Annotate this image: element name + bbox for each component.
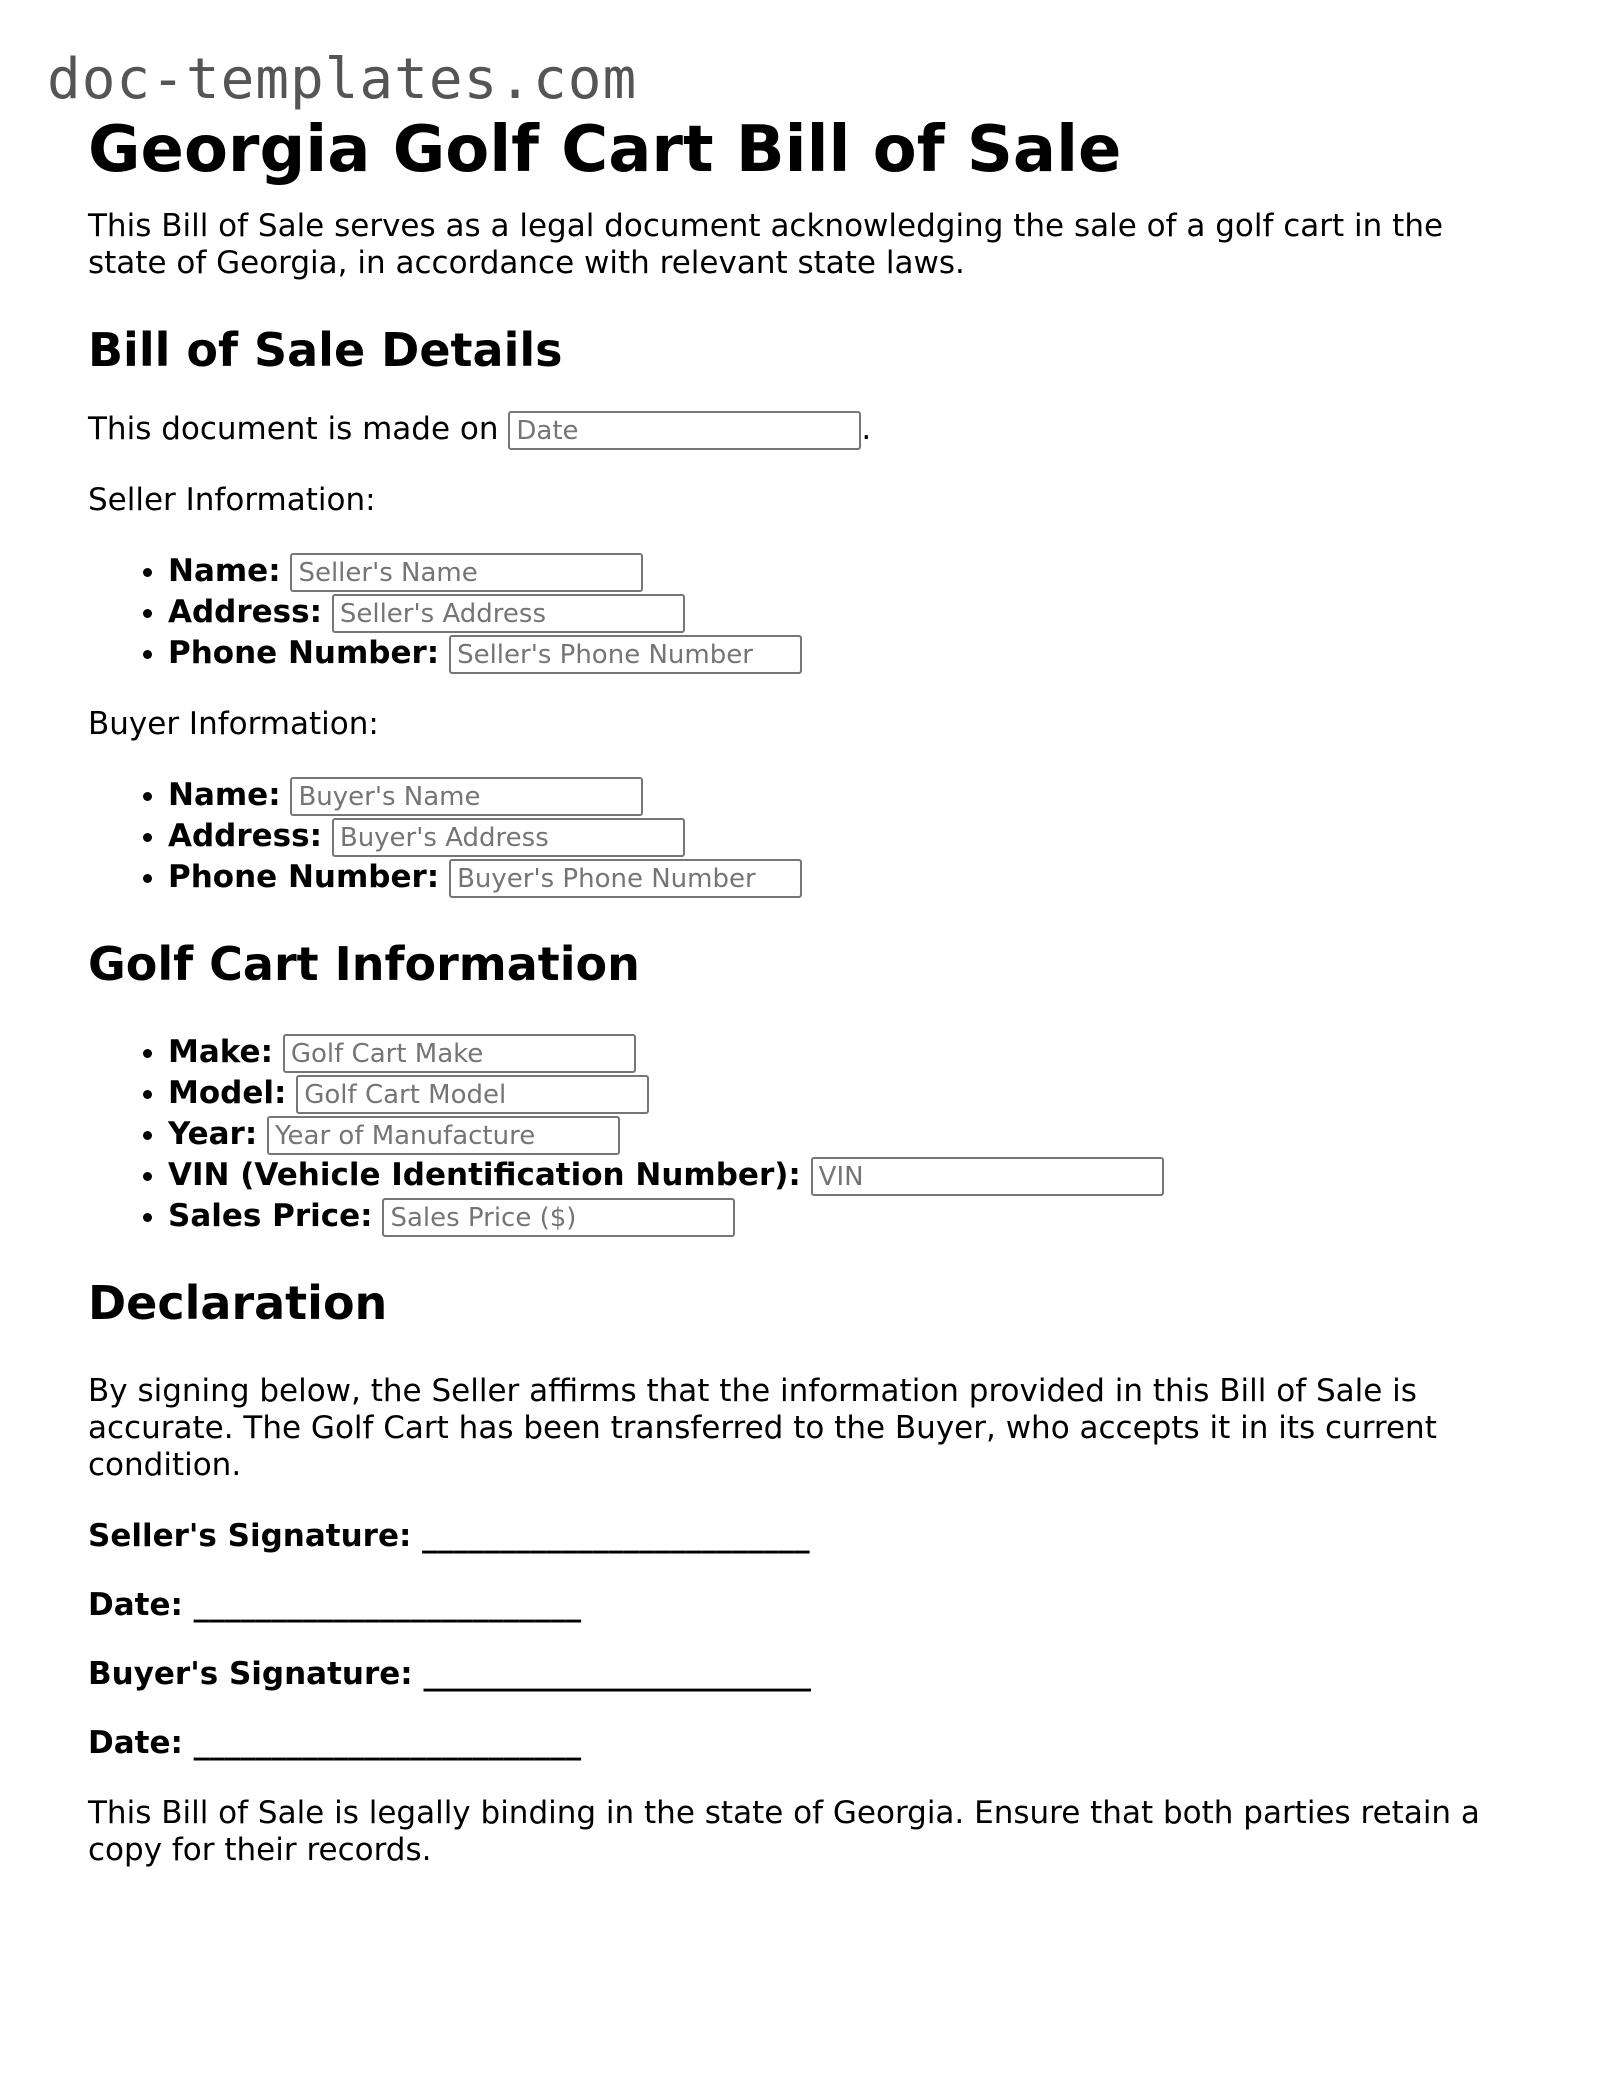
seller-phone-label: Phone Number: xyxy=(168,635,440,671)
details-heading: Bill of Sale Details xyxy=(88,323,563,377)
cart-make-label: Make: xyxy=(168,1034,273,1070)
seller-address-field[interactable] xyxy=(332,594,685,633)
cart-vin-field[interactable] xyxy=(811,1157,1164,1196)
list-item xyxy=(168,857,1518,898)
made-on-suffix: . xyxy=(861,411,872,447)
document xyxy=(88,110,1518,1869)
buyer-signature-line: Buyer's Signature: _________________________ xyxy=(88,1656,811,1692)
seller-address-label: Address: xyxy=(168,594,322,630)
cart-model-field[interactable] xyxy=(296,1075,649,1114)
seller-phone-field[interactable] xyxy=(449,635,802,674)
intro-paragraph: This Bill of Sale serves as a legal document acknowledging the sale of a golf cart in the state of Georgia, in accordance with relevant state laws. xyxy=(88,208,1444,281)
declaration-heading: Declaration xyxy=(88,1276,388,1330)
cart-year-field[interactable] xyxy=(267,1116,620,1155)
seller-date-line: Date: _________________________ xyxy=(88,1587,582,1623)
buyer-name-label: Name: xyxy=(168,777,281,813)
cart-make-field[interactable] xyxy=(283,1034,636,1073)
list-item xyxy=(168,1073,1518,1114)
list-item xyxy=(168,1114,1518,1155)
seller-info-label: Seller Information: xyxy=(88,482,376,518)
closing-paragraph: This Bill of Sale is legally binding in the state of Georgia. Ensure that both parties retain a copy for their records. xyxy=(88,1795,1480,1868)
buyer-date-line: Date: _________________________ xyxy=(88,1725,582,1761)
list-item xyxy=(168,1032,1518,1073)
buyer-phone-field[interactable] xyxy=(449,859,802,898)
declaration-text: By signing below, the Seller affirms that the information provided in this Bill of Sale is accurate. The Golf Cart has been transferred to the Buyer, who accepts it in its current condition. xyxy=(88,1373,1437,1483)
seller-info-list xyxy=(88,551,1518,674)
buyer-address-field[interactable] xyxy=(332,818,685,857)
list-item xyxy=(168,1155,1518,1196)
cart-price-field[interactable] xyxy=(382,1198,735,1237)
watermark: doc-templates.com xyxy=(47,47,638,112)
list-item xyxy=(168,633,1518,674)
list-item xyxy=(168,592,1518,633)
made-on-line xyxy=(88,411,1518,450)
buyer-info-label: Buyer Information: xyxy=(88,706,379,742)
list-item xyxy=(168,551,1518,592)
buyer-name-field[interactable] xyxy=(290,777,643,816)
seller-signature-line: Seller's Signature: _________________________ xyxy=(88,1518,810,1554)
list-item xyxy=(168,775,1518,816)
cart-price-label: Sales Price: xyxy=(168,1198,373,1234)
golf-cart-heading: Golf Cart Information xyxy=(88,937,640,991)
seller-name-label: Name: xyxy=(168,553,281,589)
buyer-address-label: Address: xyxy=(168,818,322,854)
golf-cart-info-list xyxy=(88,1032,1518,1237)
page-title: Georgia Golf Cart Bill of Sale xyxy=(88,113,1122,187)
seller-name-field[interactable] xyxy=(290,553,643,592)
document-date-field[interactable] xyxy=(508,411,861,450)
list-item xyxy=(168,816,1518,857)
made-on-prefix: This document is made on xyxy=(88,411,499,447)
list-item xyxy=(168,1196,1518,1237)
cart-year-label: Year: xyxy=(168,1116,258,1152)
cart-vin-label: VIN (Vehicle Identification Number): xyxy=(168,1157,801,1193)
buyer-info-list xyxy=(88,775,1518,898)
buyer-phone-label: Phone Number: xyxy=(168,859,440,895)
cart-model-label: Model: xyxy=(168,1075,287,1111)
